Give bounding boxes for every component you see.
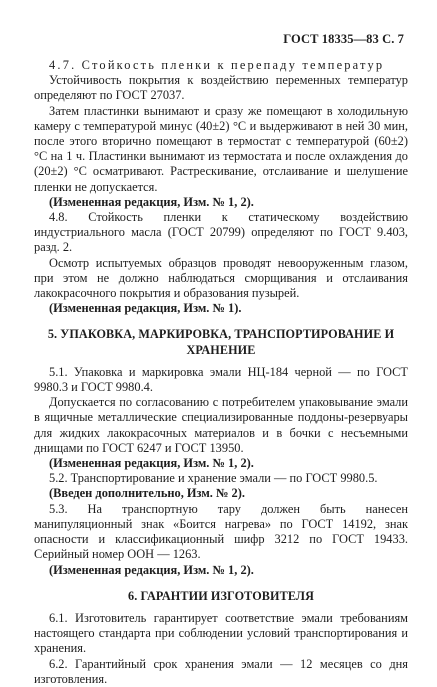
document-body [34,58,408,687]
revision-note: (Измененная редакция, Изм. № 1, 2). [49,194,254,209]
clause-5-3-text: 5.3. На транспортную тару должен быть нанесен манипуляционный знак «Боится нагрева» по ГОСТ 14192, знак опасности и классификационный шифр 3212 по ГОСТ 19433. Серийный номер ООН — 1263. [34,501,408,562]
clause-5-1-text: 5.1. Упаковка и маркировка эмали НЦ-184 черной — по ГОСТ 9980.3 и ГОСТ 9980.4. [34,364,408,395]
clause-4-7-title: 4.7. Стойкость пленки к перепаду температур [49,58,385,72]
clause-4-7-procedure: Затем пластинки вынимают и сразу же помещают в холодильную камеру с температурой минус (40±2) °С и выдерживают в ней 30 мин, после этого вторично помещают в термостат с температурой (60±2) °С на 1 ч. Пластинки вынимают из термостата и после охлаждения до (20±2) °С осматривают. Растрескивание, отслаивание и шелушение пленки не допускается. [34,103,408,194]
clause-6-2-text: 6.2. Гарантийный срок хранения эмали — 12 месяцев со дня изготовления. [34,656,408,686]
clause-4-8-text: 4.8. Стойкость пленки к статическому воздействию индустриального масла (ГОСТ 20799) определяют по ГОСТ 9.403, разд. 2. [34,210,408,255]
addition-note: (Введен дополнительно, Изм. № 2). [49,486,245,501]
revision-note: (Измененная редакция, Изм. № 1, 2). [49,456,254,471]
section-6-heading: 6. ГАРАНТИИ ИЗГОТОВИТЕЛЯ [128,588,314,603]
revision-note: (Измененная редакция, Изм. № 1, 2). [49,562,254,577]
clause-5-1-allowance: Допускается по согласованию с потребителем упаковывание эмали в ящичные металлические специализированные поддоны-резервуары для жидких лакокрасочных материалов и в бочки с несъемными днищами по ГОСТ 6247 и ГОСТ 13950. [34,395,408,455]
revision-note: (Измененная редакция, Изм. № 1). [49,301,242,316]
page-header: ГОСТ 18335—83 С. 7 [283,32,404,46]
clause-6-1-text: 6.1. Изготовитель гарантирует соответствие эмали требованиям настоящего стандарта при соблюдении условий транспортирования и хранения. [34,610,408,656]
clause-4-8-inspection: Осмотр испытуемых образцов проводят невооруженным глазом, при этом не должно наблюдаться сморщивания и отслаивания лакокрасочного покрытия и образования пузырей. [34,255,408,301]
clause-4-7-text: Устойчивость покрытия к воздействию переменных температур определяют по ГОСТ 27037. [34,73,408,103]
clause-5-2-text: 5.2. Транспортирование и хранение эмали — по ГОСТ 9980.5. [49,471,378,486]
section-5-heading: 5. УПАКОВКА, МАРКИРОВКА, ТРАНСПОРТИРОВАНИЕ И ХРАНЕНИЕ [47,327,395,357]
